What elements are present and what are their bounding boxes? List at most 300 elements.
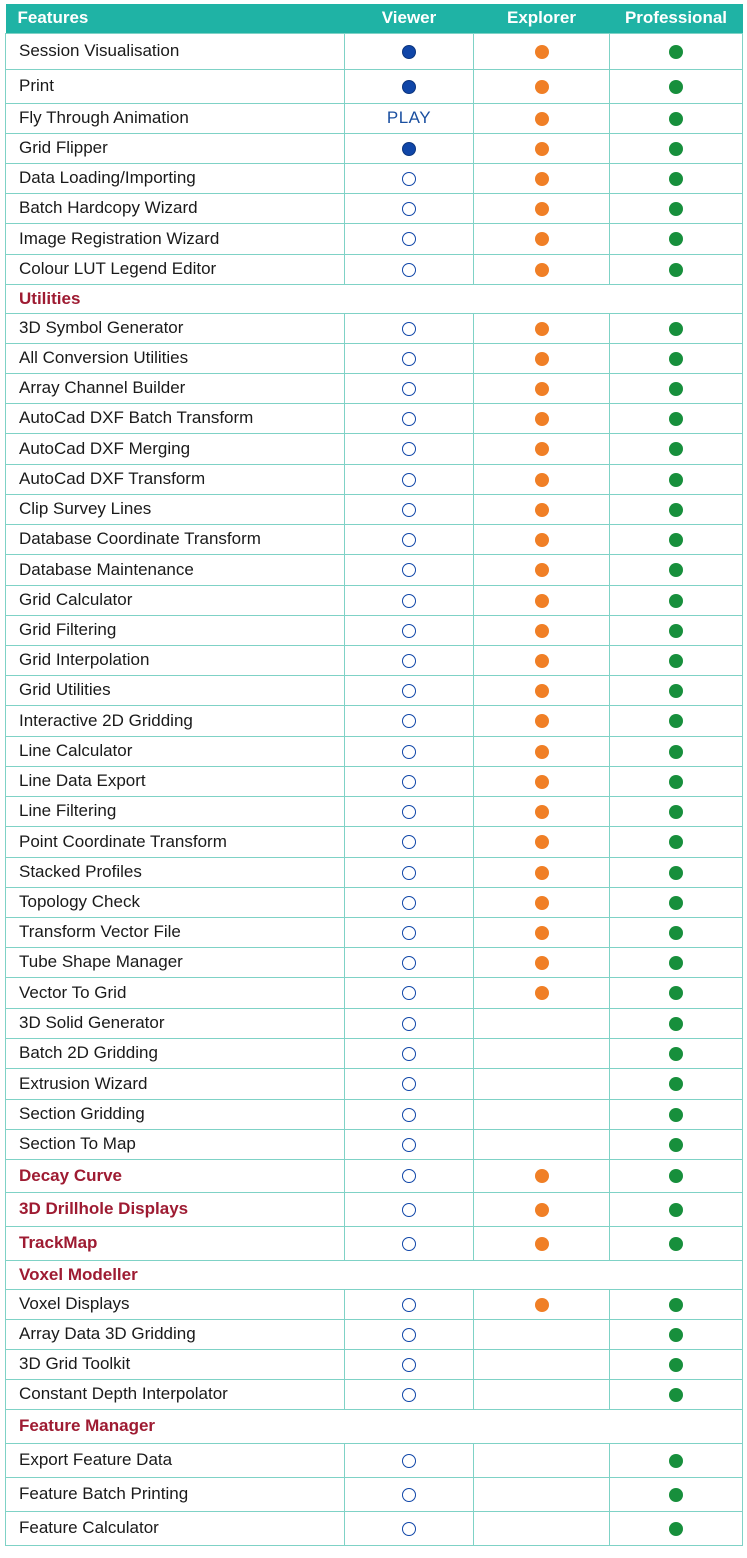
viewer-cell	[345, 554, 474, 585]
viewer-cell	[345, 736, 474, 766]
explorer-cell	[474, 373, 610, 403]
professional-cell	[610, 1192, 743, 1226]
open-circle-icon	[402, 232, 416, 246]
explorer-cell	[474, 1038, 610, 1068]
table-row	[6, 675, 743, 705]
open-circle-icon	[402, 1298, 416, 1312]
table-header	[6, 4, 743, 33]
filled-dot-icon	[535, 986, 549, 1000]
section-row	[6, 1226, 743, 1260]
explorer-cell	[474, 464, 610, 494]
viewer-cell	[345, 69, 474, 103]
filled-dot-icon	[669, 1358, 683, 1372]
feature-label: Database Coordinate Transform	[6, 524, 345, 554]
viewer-cell	[345, 1349, 474, 1379]
feature-label: Line Calculator	[6, 736, 345, 766]
filled-dot-icon	[535, 232, 549, 246]
professional-cell	[610, 33, 743, 69]
professional-cell	[610, 1443, 743, 1477]
open-circle-icon	[402, 1454, 416, 1468]
viewer-cell	[345, 1379, 474, 1409]
open-circle-icon	[402, 1017, 416, 1031]
table-row	[6, 736, 743, 766]
explorer-cell	[474, 1349, 610, 1379]
feature-label: Section Gridding	[6, 1099, 345, 1129]
explorer-cell	[474, 163, 610, 193]
professional-cell	[610, 1349, 743, 1379]
feature-label: Colour LUT Legend Editor	[6, 254, 345, 284]
open-circle-icon	[402, 956, 416, 970]
feature-label: Section To Map	[6, 1129, 345, 1159]
professional-cell	[610, 223, 743, 254]
table-row	[6, 1443, 743, 1477]
explorer-cell	[474, 133, 610, 163]
filled-dot-icon	[669, 382, 683, 396]
open-circle-icon	[402, 1488, 416, 1502]
table-row	[6, 103, 743, 133]
professional-cell	[610, 585, 743, 615]
feature-label: Database Maintenance	[6, 554, 345, 585]
open-circle-icon	[402, 533, 416, 547]
feature-label: Constant Depth Interpolator	[6, 1379, 345, 1409]
table-row	[6, 887, 743, 917]
feature-label: Array Data 3D Gridding	[6, 1319, 345, 1349]
filled-dot-icon	[535, 594, 549, 608]
filled-dot-icon	[535, 866, 549, 880]
explorer-cell	[474, 313, 610, 343]
filled-dot-icon	[669, 533, 683, 547]
viewer-cell	[345, 403, 474, 433]
filled-dot-icon	[669, 503, 683, 517]
filled-dot-icon	[669, 896, 683, 910]
table-row	[6, 223, 743, 254]
explorer-cell	[474, 947, 610, 977]
explorer-cell	[474, 1289, 610, 1319]
professional-cell	[610, 524, 743, 554]
filled-dot-icon	[669, 1328, 683, 1342]
viewer-cell	[345, 766, 474, 796]
viewer-cell	[345, 433, 474, 464]
feature-label: Grid Flipper	[6, 133, 345, 163]
explorer-cell	[474, 403, 610, 433]
filled-dot-icon	[669, 172, 683, 186]
feature-label: Point Coordinate Transform	[6, 826, 345, 857]
feature-label: Topology Check	[6, 887, 345, 917]
filled-dot-icon	[535, 654, 549, 668]
viewer-cell	[345, 1159, 474, 1192]
professional-cell	[610, 1129, 743, 1159]
table-row	[6, 1068, 743, 1099]
open-circle-icon	[402, 745, 416, 759]
filled-dot-icon	[535, 80, 549, 94]
filled-dot-icon	[535, 322, 549, 336]
header-explorer: Explorer	[474, 4, 610, 33]
feature-label: Voxel Displays	[6, 1289, 345, 1319]
open-circle-icon	[402, 382, 416, 396]
table-row	[6, 857, 743, 887]
table-row	[6, 705, 743, 736]
professional-cell	[610, 826, 743, 857]
open-circle-icon	[402, 1203, 416, 1217]
filled-dot-icon	[535, 533, 549, 547]
open-circle-icon	[402, 503, 416, 517]
viewer-cell	[345, 1511, 474, 1545]
section-row	[6, 284, 743, 313]
viewer-cell	[345, 343, 474, 373]
section-label: TrackMap	[6, 1226, 345, 1260]
filled-dot-icon	[535, 473, 549, 487]
open-circle-icon	[402, 322, 416, 336]
viewer-cell	[345, 1289, 474, 1319]
filled-dot-icon	[402, 80, 416, 94]
feature-label: Grid Interpolation	[6, 645, 345, 675]
filled-dot-icon	[669, 624, 683, 638]
filled-dot-icon	[669, 322, 683, 336]
open-circle-icon	[402, 412, 416, 426]
table-row	[6, 254, 743, 284]
viewer-cell	[345, 373, 474, 403]
table-row	[6, 585, 743, 615]
filled-dot-icon	[669, 835, 683, 849]
open-circle-icon	[402, 1328, 416, 1342]
viewer-cell	[345, 947, 474, 977]
filled-dot-icon	[535, 352, 549, 366]
professional-cell	[610, 1099, 743, 1129]
feature-label: Clip Survey Lines	[6, 494, 345, 524]
explorer-cell	[474, 1129, 610, 1159]
table-row	[6, 163, 743, 193]
professional-cell	[610, 1038, 743, 1068]
viewer-cell	[345, 1068, 474, 1099]
professional-cell	[610, 373, 743, 403]
filled-dot-icon	[669, 45, 683, 59]
open-circle-icon	[402, 1138, 416, 1152]
explorer-cell	[474, 193, 610, 223]
open-circle-icon	[402, 1047, 416, 1061]
filled-dot-icon	[402, 45, 416, 59]
viewer-cell	[345, 133, 474, 163]
feature-label: 3D Grid Toolkit	[6, 1349, 345, 1379]
explorer-cell	[474, 1192, 610, 1226]
open-circle-icon	[402, 594, 416, 608]
feature-label: 3D Solid Generator	[6, 1008, 345, 1038]
filled-dot-icon	[669, 654, 683, 668]
feature-label: Feature Calculator	[6, 1511, 345, 1545]
feature-label: Extrusion Wizard	[6, 1068, 345, 1099]
filled-dot-icon	[535, 142, 549, 156]
open-circle-icon	[402, 473, 416, 487]
open-circle-icon	[402, 896, 416, 910]
filled-dot-icon	[669, 473, 683, 487]
filled-dot-icon	[535, 172, 549, 186]
professional-cell	[610, 103, 743, 133]
table-row	[6, 1289, 743, 1319]
explorer-cell	[474, 223, 610, 254]
filled-dot-icon	[669, 866, 683, 880]
section-row	[6, 1159, 743, 1192]
professional-cell	[610, 69, 743, 103]
viewer-cell	[345, 1099, 474, 1129]
professional-cell	[610, 193, 743, 223]
table-row	[6, 193, 743, 223]
filled-dot-icon	[535, 202, 549, 216]
feature-label: Tube Shape Manager	[6, 947, 345, 977]
professional-cell	[610, 1319, 743, 1349]
professional-cell	[610, 313, 743, 343]
explorer-cell	[474, 33, 610, 69]
section-row	[6, 1409, 743, 1443]
table-row	[6, 1099, 743, 1129]
viewer-cell	[345, 645, 474, 675]
filled-dot-icon	[535, 563, 549, 577]
explorer-cell	[474, 826, 610, 857]
professional-cell	[610, 977, 743, 1008]
professional-cell	[610, 645, 743, 675]
table-row	[6, 766, 743, 796]
filled-dot-icon	[535, 835, 549, 849]
filled-dot-icon	[669, 926, 683, 940]
table-row	[6, 826, 743, 857]
filled-dot-icon	[669, 775, 683, 789]
open-circle-icon	[402, 835, 416, 849]
table-row	[6, 796, 743, 826]
feature-label: Print	[6, 69, 345, 103]
viewer-cell	[345, 826, 474, 857]
header-professional: Professional	[610, 4, 743, 33]
table-row	[6, 403, 743, 433]
table-row	[6, 917, 743, 947]
professional-cell	[610, 615, 743, 645]
table-row	[6, 33, 743, 69]
filled-dot-icon	[669, 1488, 683, 1502]
table-row	[6, 615, 743, 645]
table-row	[6, 645, 743, 675]
feature-label: AutoCad DXF Transform	[6, 464, 345, 494]
feature-label: Export Feature Data	[6, 1443, 345, 1477]
feature-label: Grid Calculator	[6, 585, 345, 615]
viewer-cell	[345, 705, 474, 736]
professional-cell	[610, 403, 743, 433]
table-row	[6, 69, 743, 103]
open-circle-icon	[402, 1237, 416, 1251]
professional-cell	[610, 254, 743, 284]
table-row	[6, 1477, 743, 1511]
feature-label: Fly Through Animation	[6, 103, 345, 133]
filled-dot-icon	[535, 1169, 549, 1183]
open-circle-icon	[402, 775, 416, 789]
open-circle-icon	[402, 1169, 416, 1183]
table-row	[6, 1511, 743, 1545]
filled-dot-icon	[669, 412, 683, 426]
viewer-cell	[345, 1477, 474, 1511]
professional-cell	[610, 1159, 743, 1192]
table-body	[6, 33, 743, 1545]
filled-dot-icon	[535, 956, 549, 970]
filled-dot-icon	[535, 112, 549, 126]
filled-dot-icon	[669, 1047, 683, 1061]
professional-cell	[610, 494, 743, 524]
professional-cell	[610, 675, 743, 705]
viewer-cell	[345, 103, 474, 133]
viewer-cell	[345, 494, 474, 524]
professional-cell	[610, 705, 743, 736]
open-circle-icon	[402, 714, 416, 728]
explorer-cell	[474, 736, 610, 766]
explorer-cell	[474, 705, 610, 736]
professional-cell	[610, 887, 743, 917]
filled-dot-icon	[669, 745, 683, 759]
open-circle-icon	[402, 986, 416, 1000]
filled-dot-icon	[669, 714, 683, 728]
filled-dot-icon	[535, 1237, 549, 1251]
filled-dot-icon	[669, 263, 683, 277]
professional-cell	[610, 1289, 743, 1319]
viewer-cell	[345, 857, 474, 887]
filled-dot-icon	[669, 1017, 683, 1031]
explorer-cell	[474, 343, 610, 373]
professional-cell	[610, 163, 743, 193]
open-circle-icon	[402, 563, 416, 577]
table-row	[6, 133, 743, 163]
table-row	[6, 494, 743, 524]
filled-dot-icon	[669, 202, 683, 216]
feature-label: Feature Batch Printing	[6, 1477, 345, 1511]
filled-dot-icon	[535, 1203, 549, 1217]
filled-dot-icon	[669, 684, 683, 698]
explorer-cell	[474, 857, 610, 887]
viewer-cell	[345, 1008, 474, 1038]
viewer-cell	[345, 313, 474, 343]
feature-label: AutoCad DXF Batch Transform	[6, 403, 345, 433]
section-label: Utilities	[6, 284, 743, 313]
table-row	[6, 464, 743, 494]
professional-cell	[610, 343, 743, 373]
header-features: Features	[6, 4, 345, 33]
open-circle-icon	[402, 926, 416, 940]
feature-label: All Conversion Utilities	[6, 343, 345, 373]
table-row	[6, 433, 743, 464]
open-circle-icon	[402, 202, 416, 216]
section-label: 3D Drillhole Displays	[6, 1192, 345, 1226]
professional-cell	[610, 1008, 743, 1038]
table-row	[6, 1038, 743, 1068]
explorer-cell	[474, 1068, 610, 1099]
professional-cell	[610, 766, 743, 796]
open-circle-icon	[402, 684, 416, 698]
filled-dot-icon	[535, 896, 549, 910]
filled-dot-icon	[669, 1108, 683, 1122]
explorer-cell	[474, 433, 610, 464]
filled-dot-icon	[669, 352, 683, 366]
explorer-cell	[474, 887, 610, 917]
professional-cell	[610, 857, 743, 887]
explorer-cell	[474, 615, 610, 645]
filled-dot-icon	[669, 986, 683, 1000]
feature-label: Data Loading/Importing	[6, 163, 345, 193]
header-viewer: Viewer	[345, 4, 474, 33]
feature-label: Grid Filtering	[6, 615, 345, 645]
table-row	[6, 343, 743, 373]
feature-label: 3D Symbol Generator	[6, 313, 345, 343]
explorer-cell	[474, 1319, 610, 1349]
explorer-cell	[474, 1511, 610, 1545]
professional-cell	[610, 736, 743, 766]
feature-label: Grid Utilities	[6, 675, 345, 705]
feature-label: AutoCad DXF Merging	[6, 433, 345, 464]
open-circle-icon	[402, 352, 416, 366]
filled-dot-icon	[535, 624, 549, 638]
filled-dot-icon	[535, 412, 549, 426]
open-circle-icon	[402, 442, 416, 456]
explorer-cell	[474, 1008, 610, 1038]
filled-dot-icon	[535, 714, 549, 728]
filled-dot-icon	[669, 1077, 683, 1091]
open-circle-icon	[402, 654, 416, 668]
filled-dot-icon	[402, 142, 416, 156]
explorer-cell	[474, 254, 610, 284]
explorer-cell	[474, 796, 610, 826]
explorer-cell	[474, 1099, 610, 1129]
viewer-cell	[345, 977, 474, 1008]
open-circle-icon	[402, 1077, 416, 1091]
filled-dot-icon	[669, 594, 683, 608]
viewer-cell	[345, 524, 474, 554]
viewer-cell	[345, 887, 474, 917]
filled-dot-icon	[535, 442, 549, 456]
viewer-cell	[345, 1129, 474, 1159]
table-row	[6, 1379, 743, 1409]
open-circle-icon	[402, 624, 416, 638]
filled-dot-icon	[669, 1237, 683, 1251]
viewer-cell	[345, 254, 474, 284]
open-circle-icon	[402, 172, 416, 186]
explorer-cell	[474, 1226, 610, 1260]
filled-dot-icon	[669, 563, 683, 577]
feature-table	[5, 4, 743, 1546]
open-circle-icon	[402, 1388, 416, 1402]
filled-dot-icon	[535, 1298, 549, 1312]
table-row	[6, 1349, 743, 1379]
open-circle-icon	[402, 1358, 416, 1372]
professional-cell	[610, 1226, 743, 1260]
open-circle-icon	[402, 1108, 416, 1122]
professional-cell	[610, 464, 743, 494]
feature-label: Session Visualisation	[6, 33, 345, 69]
viewer-cell	[345, 464, 474, 494]
table-row	[6, 1319, 743, 1349]
feature-label: Line Filtering	[6, 796, 345, 826]
section-label: Feature Manager	[6, 1409, 743, 1443]
viewer-cell	[345, 585, 474, 615]
explorer-cell	[474, 554, 610, 585]
table-row	[6, 524, 743, 554]
feature-label: Array Channel Builder	[6, 373, 345, 403]
filled-dot-icon	[669, 956, 683, 970]
explorer-cell	[474, 1477, 610, 1511]
feature-label: Image Registration Wizard	[6, 223, 345, 254]
viewer-cell	[345, 796, 474, 826]
filled-dot-icon	[535, 503, 549, 517]
explorer-cell	[474, 645, 610, 675]
table-row	[6, 554, 743, 585]
explorer-cell	[474, 1379, 610, 1409]
table-row	[6, 373, 743, 403]
viewer-cell	[345, 223, 474, 254]
explorer-cell	[474, 977, 610, 1008]
viewer-cell	[345, 1319, 474, 1349]
filled-dot-icon	[669, 1388, 683, 1402]
explorer-cell	[474, 917, 610, 947]
